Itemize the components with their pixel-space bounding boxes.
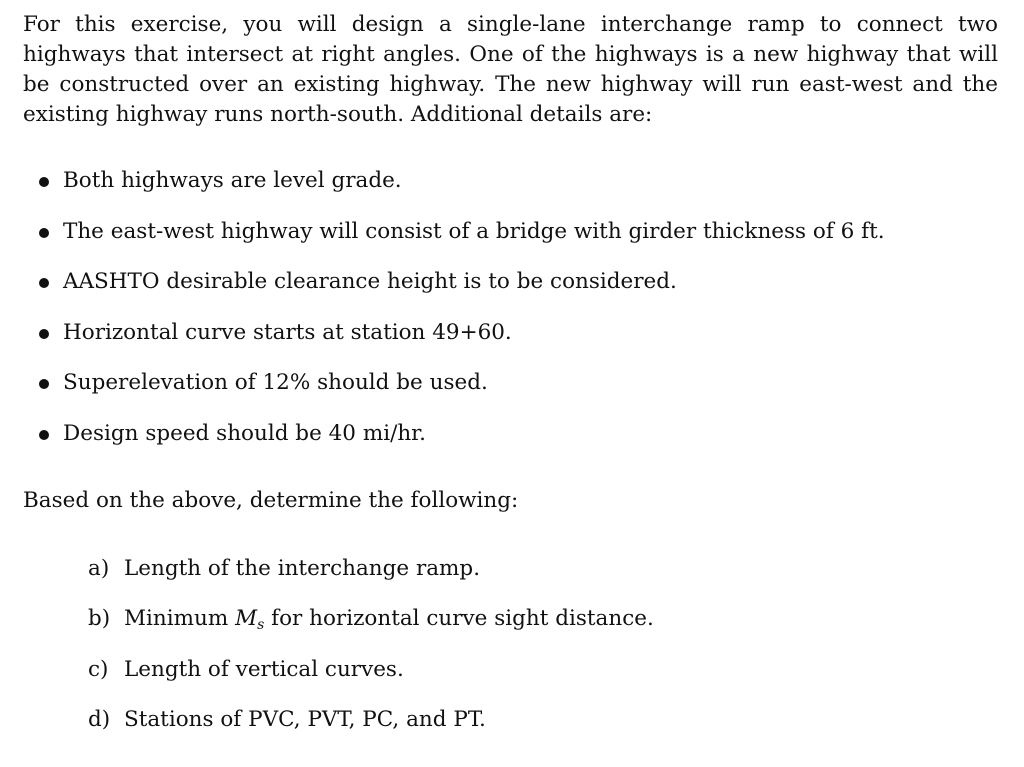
- detail-item: AASHTO desirable clearance height is to be considered.: [63, 269, 677, 294]
- bullet-icon: [39, 177, 49, 187]
- detail-item: Design speed should be 40 mi/hr.: [63, 421, 426, 446]
- question-text: Minimum $M_s$ for horizontal curve sight distance.: [124, 606, 654, 633]
- detail-item: Superelevation of 12% should be used.: [63, 370, 488, 395]
- question-text: Length of the interchange ramp.: [124, 556, 481, 581]
- bullet-icon: [39, 278, 49, 288]
- bullet-icon: [39, 329, 49, 339]
- bullet-icon: [39, 430, 49, 440]
- question-text: Stations of PVC, PVT, PC, and PT.: [124, 707, 486, 732]
- question-letter: b): [88, 606, 111, 631]
- intro-paragraph: For this exercise, you will design a single-lane interchange ramp to connect two highways that intersect at right angles. One of the highways is a new highway that will be constructed over an existing highway. The new highway will run east-west and the existing highway runs north-south. Additional details are:: [23, 12, 998, 127]
- document: [23, 10, 998, 732]
- detail-item: Both highways are level grade.: [63, 168, 402, 193]
- question-letter: c): [88, 657, 109, 682]
- bullet-icon: [39, 228, 49, 238]
- question-letter: d): [88, 707, 111, 732]
- math-subscript: s: [257, 617, 265, 633]
- detail-item: Horizontal curve starts at station 49+60.: [63, 320, 512, 345]
- question-text: Length of vertical curves.: [124, 657, 404, 682]
- prompt-text: Based on the above, determine the following:: [23, 488, 519, 513]
- bullet-icon: [39, 379, 49, 389]
- math-symbol: M: [235, 606, 258, 631]
- question-letter: a): [88, 556, 110, 581]
- detail-item: The east-west highway will consist of a bridge with girder thickness of 6 ft.: [63, 219, 885, 244]
